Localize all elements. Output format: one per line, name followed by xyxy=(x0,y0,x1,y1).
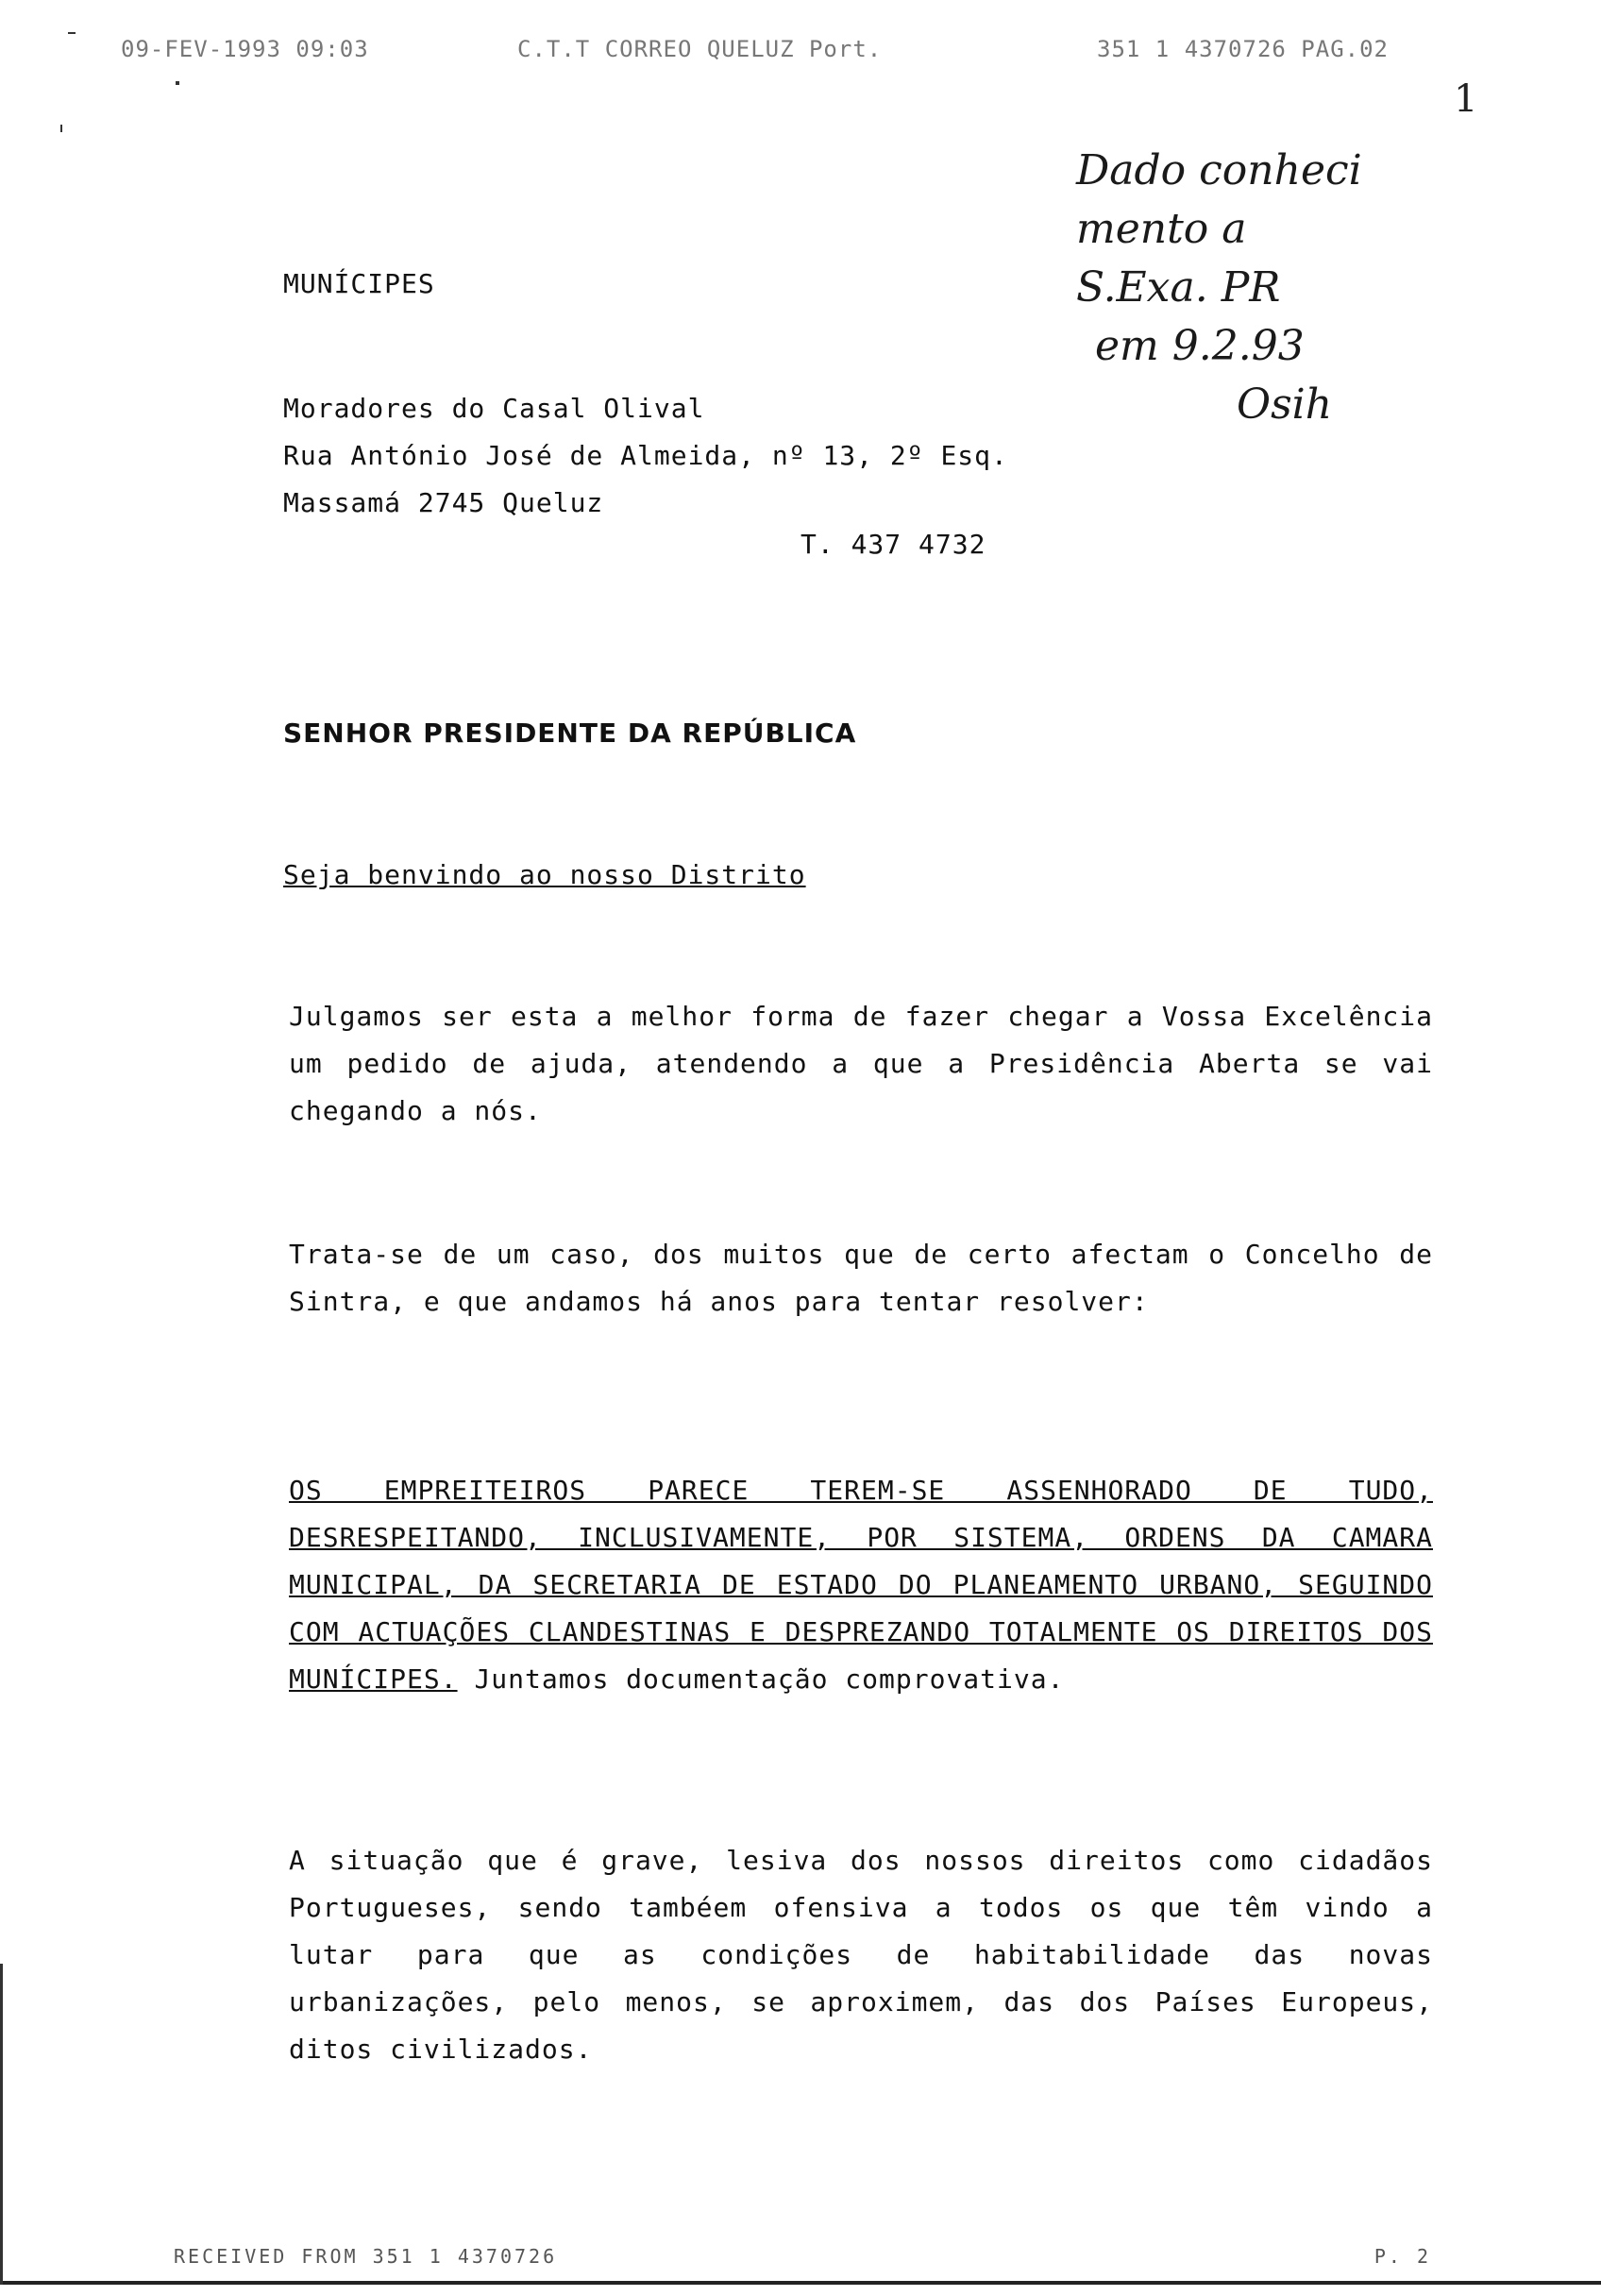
scan-speck xyxy=(68,32,76,34)
handwritten-line: Dado conheci xyxy=(1076,146,1362,194)
underlined-complaint: OS EMPREITEIROS PARECE TEREM-SE ASSENHORADO DE TUDO, DESRESPEITANDO, INCLUSIVAMENTE, POR SISTEMA, ORDENS DA CAMARA MUNICIPAL, DA SECRETARIA DE ESTADO DO PLANEAMENTO URBANO, SEGUINDO COM ACTUAÇÕES CLANDESTINAS E DESPREZANDO TOTALMENTE OS DIREITOS DOS MUNÍCIPES. xyxy=(289,1475,1433,1695)
scan-speck xyxy=(176,81,179,85)
address-line: Rua António José de Almeida, nº 13, 2º Esq. xyxy=(283,440,1008,471)
subtitle: Seja benvindo ao nosso Distrito xyxy=(283,859,806,890)
fax-number-page: 351 1 4370726 PAG.02 xyxy=(1097,36,1389,62)
address-line: Massamá 2745 Queluz xyxy=(283,487,604,518)
paragraph-2: Trata-se de um caso, dos muitos que de certo afectam o Concelho de Sintra, e que andamos há anos para tentar resolver: xyxy=(289,1239,1433,1317)
sender-phone: T. 437 4732 xyxy=(800,529,986,560)
handwritten-note xyxy=(1076,142,1473,434)
handwritten-line: S.Exa. PR xyxy=(1076,263,1281,312)
address-line: Moradores do Casal Olival xyxy=(283,393,705,424)
sender-label: MUNÍCIPES xyxy=(283,268,435,299)
sender-address xyxy=(283,385,1008,527)
fax-sender: C.T.T CORREO QUELUZ Port. xyxy=(517,36,883,62)
paragraph-4: A situação que é grave, lesiva dos nossos direitos como cidadãos Portugueses, sendo tambéem ofensiva a todos os que têm vindo a lutar para que as condições de habitabilidade das novas urbanizações, pelo menos, se aproximem, das dos Países Europeus, ditos civilizados. xyxy=(289,1845,1433,2065)
paragraph-1: Julgamos ser esta a melhor forma de fazer chegar a Vossa Excelência um pedido de ajuda, atendendo a que a Presidência Aberta se vai chegando a nós. xyxy=(289,1001,1433,1126)
page-number-mark: 1 xyxy=(1454,77,1478,121)
page-bottom-edge xyxy=(0,2281,1601,2285)
page-left-edge xyxy=(0,1964,3,2285)
fax-footer-page: P. 2 xyxy=(1373,2245,1431,2268)
handwritten-line: em 9.2.93 xyxy=(1095,322,1305,370)
handwritten-line: mento a xyxy=(1076,205,1247,253)
paragraph-3-rest: Juntamos documentação comprovativa. xyxy=(474,1663,1065,1695)
salutation-heading: SENHOR PRESIDENTE DA REPÚBLICA xyxy=(283,718,857,749)
handwritten-signature: Osih xyxy=(1237,380,1333,429)
paragraph-3 xyxy=(289,1467,1433,1703)
fax-received-from: RECEIVED FROM 351 1 4370726 xyxy=(174,2245,558,2268)
scan-speck xyxy=(60,125,62,132)
fax-datetime: 09-FEV-1993 09:03 xyxy=(121,36,369,62)
